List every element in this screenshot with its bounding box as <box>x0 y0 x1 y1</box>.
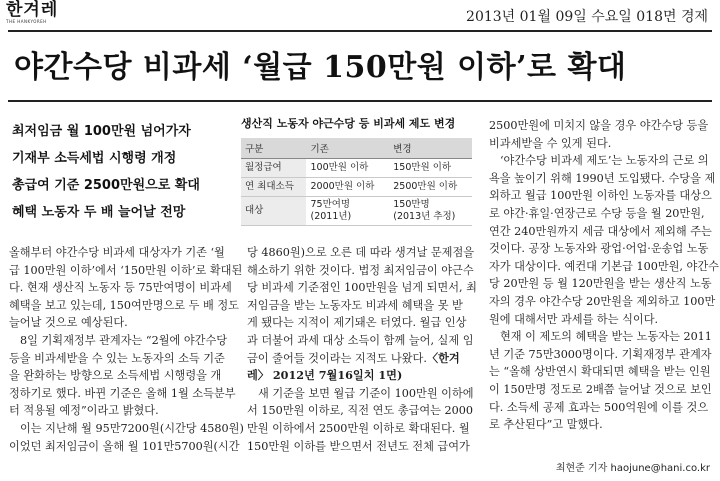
article-line <box>247 367 475 385</box>
article-line <box>489 240 711 258</box>
article-line-text: 당 20만원 등 월 120만원을 받는 생산직 노동 <box>489 277 712 291</box>
table-cell: 2000만원 이하 <box>306 178 389 197</box>
article-line-text: 새 기준을 보면 월급 기준이 100만원 이하에 <box>258 386 474 400</box>
article-line <box>9 420 244 438</box>
article-line-text: 당 비과세 기준점인 100만원을 넘게 되면서, 최 <box>247 281 477 295</box>
subhead: 혜택 노동자 두 배 늘어날 전망 <box>12 205 186 220</box>
article-line <box>247 385 475 403</box>
headline: 야간수당 비과세 ‘월급 150만원 이하’로 확대 <box>14 50 627 85</box>
article-citation: 레〉 2012년 7월16일치 1면) <box>247 368 403 383</box>
article-line <box>247 279 475 297</box>
article-line-text: 로 추산된다”고 말했다. <box>489 418 603 432</box>
table-header: 구분 <box>241 138 306 159</box>
article-line-text: 서 150만원 이하로, 직전 연도 총급여는 2000 <box>247 404 474 418</box>
article-line-text: 해소하기 위한 것이다. 법정 최저임금이 야근수 <box>247 263 474 277</box>
table-row <box>241 178 472 197</box>
article-line <box>9 332 231 350</box>
article-line-text: 다. 현재 생산직 노동자 등 75만여명이 비과세 <box>9 281 232 295</box>
article-line <box>247 402 475 420</box>
article-line <box>9 244 231 262</box>
article-column-3 <box>489 117 719 434</box>
top-rule <box>8 30 712 32</box>
article-line-text: 로 야간·휴일·연장근로 수당 등을 월 20만원, <box>489 206 705 220</box>
article-line <box>489 381 711 399</box>
article-line-text: 등을 비과세받을 수 있는 노동자의 소득 기준 <box>9 351 225 365</box>
article-line-text: 저임금을 받는 노동자도 비과세 혜택을 못 받 <box>247 298 463 312</box>
article-line-text: 것이다. 공장 노동자와 광업·어업·운송업 노동 <box>489 242 709 256</box>
article-line <box>489 223 711 241</box>
article-line <box>489 328 711 346</box>
table-title: 생산직 노동자 야근수당 등 비과세 제도 변경 <box>241 117 456 130</box>
article-line-text: 이 150만명 정도로 2배쯤 늘어날 것으로 보인 <box>489 382 712 396</box>
comparison-table <box>241 138 472 226</box>
table-cell: 150만원 이하 <box>389 159 472 178</box>
article-line <box>9 385 236 403</box>
table-cell: 100만원 이하 <box>306 159 389 178</box>
article-line <box>9 262 243 280</box>
table-cell: 월정급여 <box>241 159 306 178</box>
article-line-text: 8일 기획재정부 관계자는 “2월에 야간수당 <box>20 333 228 347</box>
article-line-text: 게 됐다는 지적이 제기돼온 터였다. 월급 인상 <box>247 316 467 330</box>
table-header: 기존 <box>306 138 389 159</box>
logo-subtext: THE HANKYOREH <box>6 19 47 24</box>
article-line-text: 연간 240만원까지 세금 대상에서 제외해 주는 <box>489 224 712 238</box>
article-column-2 <box>247 244 475 455</box>
article-line <box>489 205 711 223</box>
article-column-1 <box>9 244 244 455</box>
article-line <box>247 297 475 315</box>
info-table-box <box>241 116 472 226</box>
dateline: 2013년 01월 09일 수요일 018면 경제 <box>466 9 708 25</box>
subhead: 최저임금 월 100만원 넘어가자 <box>12 124 191 139</box>
article-line <box>489 399 711 417</box>
article-line <box>247 262 475 280</box>
article-line-text: 늘어날 것으로 예상된다. <box>9 316 128 330</box>
article-line <box>9 314 231 332</box>
article-line-text: 다. 소득세 공제 효과는 500억원에 이를 것으 <box>489 400 709 414</box>
article-line <box>489 135 711 153</box>
table-cell: 대상 <box>241 197 306 226</box>
article-line-text: 2500만원에 미치지 않을 경우 야간수당 등을 <box>489 119 709 132</box>
article-line-text: 년 기준 75만3000명이다. 기획재정부 관계자 <box>489 347 712 361</box>
article-line-text: 혜택을 보고 있는데, 150여만명으로 두 배 정도 <box>9 298 239 312</box>
article-line <box>247 332 475 350</box>
article-line-text: ‘야간수당 비과세 제도’는 노동자의 근로 의 <box>500 154 709 168</box>
table-row <box>241 197 472 226</box>
article-line-text: 터 적용될 예정”이라고 밝혔다. <box>9 404 159 418</box>
byline: 최현준 기자 haojune@hani.co.kr <box>555 463 710 474</box>
table-cell: 연 최대소득 <box>241 178 306 197</box>
article-line-text: 자의 경우 야간수당 20만원을 제외하고 100만 <box>489 294 716 308</box>
article-line <box>9 350 231 368</box>
table-cell: 2500만원 이하 <box>389 178 472 197</box>
article-line-text: 이는 지난해 월 95만7200원(시간당 4580원) <box>20 421 244 435</box>
subheads <box>12 118 230 226</box>
logo-text: 한겨레 <box>6 0 59 20</box>
article-line-text: 현재 이 제도의 혜택을 받는 노동자는 2011 <box>500 330 712 344</box>
article-line <box>9 279 231 297</box>
article-line-text: 올해부터 야간수당 비과세 대상자가 기존 ‘월 <box>9 246 225 259</box>
article-line <box>489 311 711 329</box>
article-line <box>489 363 711 381</box>
article-line <box>9 402 231 420</box>
table-row <box>241 159 472 178</box>
table-body <box>241 159 472 226</box>
article-line <box>489 187 711 205</box>
headline-rule <box>8 100 712 102</box>
article-line <box>489 346 711 364</box>
article-line-text: 금이 줄어들 것이라는 지적도 나왔다. <box>247 351 427 365</box>
subhead: 기재부 소득세법 시행령 개정 <box>12 151 177 166</box>
table-cell: 150만명 (2013년 추정) <box>389 197 472 226</box>
article-line <box>247 244 475 262</box>
table-header-row <box>241 138 472 159</box>
article-line-text: 자가 대상이다. 예컨대 기본급 100만원, 야간수 <box>489 259 719 273</box>
article-line <box>489 117 711 135</box>
article-line <box>247 420 475 438</box>
table-header: 변경 <box>389 138 472 159</box>
article-line-text: 이었던 최저임금이 올해 월 101만5700원(시간 <box>9 439 240 453</box>
article-line <box>489 258 719 276</box>
article-line-text: 150만원 이하를 받으면서 전년도 전체 급여가 <box>247 439 470 453</box>
article-citation: 〈한겨 <box>426 350 460 365</box>
masthead-logo <box>6 2 68 26</box>
article-line <box>247 314 475 332</box>
article-line <box>247 350 475 368</box>
article-line-text: 비과세받을 수 있게 된다. <box>489 136 612 150</box>
article-line-text: 급 100만원 이하’에서 ‘150만원 이하’로 확대된 <box>9 263 243 277</box>
article-line <box>489 152 711 170</box>
article-line-text: 당 4860원)으로 오른 데 따라 생겨날 문제점을 <box>247 246 475 259</box>
table-cell: 75만여명 (2011년) <box>306 197 389 226</box>
article-line <box>489 275 711 293</box>
article-line-text: 외하고 월급 100만원 이하인 노동자를 대상으 <box>489 189 712 203</box>
article-line-text: 을 완화하는 방향으로 소득세법 시행령을 개 <box>9 369 222 383</box>
article-line <box>9 367 231 385</box>
subhead: 총급여 기준 2500만원으로 확대 <box>12 178 200 193</box>
article-line-text: 욕을 높이기 위해 1990년 도입됐다. 수당을 제 <box>489 171 716 185</box>
article-line <box>9 438 240 456</box>
article-line <box>489 416 711 434</box>
article-line <box>489 170 716 188</box>
article-line-text: 과 더불어 과세 대상 소득이 함께 늘어, 실제 임 <box>247 333 474 347</box>
article-line-text: 는 “올해 상반연시 확대되면 혜택을 받는 인원 <box>489 365 711 379</box>
article-line-text: 원에 대해서만 과세를 하는 식이다. <box>489 312 659 326</box>
article-line <box>247 438 475 456</box>
article-line <box>9 297 239 315</box>
article-line-text: 만원 이하에서 2500만원 이하로 확대된다. 월 <box>247 421 470 435</box>
article-line <box>489 293 716 311</box>
article-line-text: 정하기로 했다. 바뀐 기준은 올해 1월 소득분부 <box>9 386 236 400</box>
